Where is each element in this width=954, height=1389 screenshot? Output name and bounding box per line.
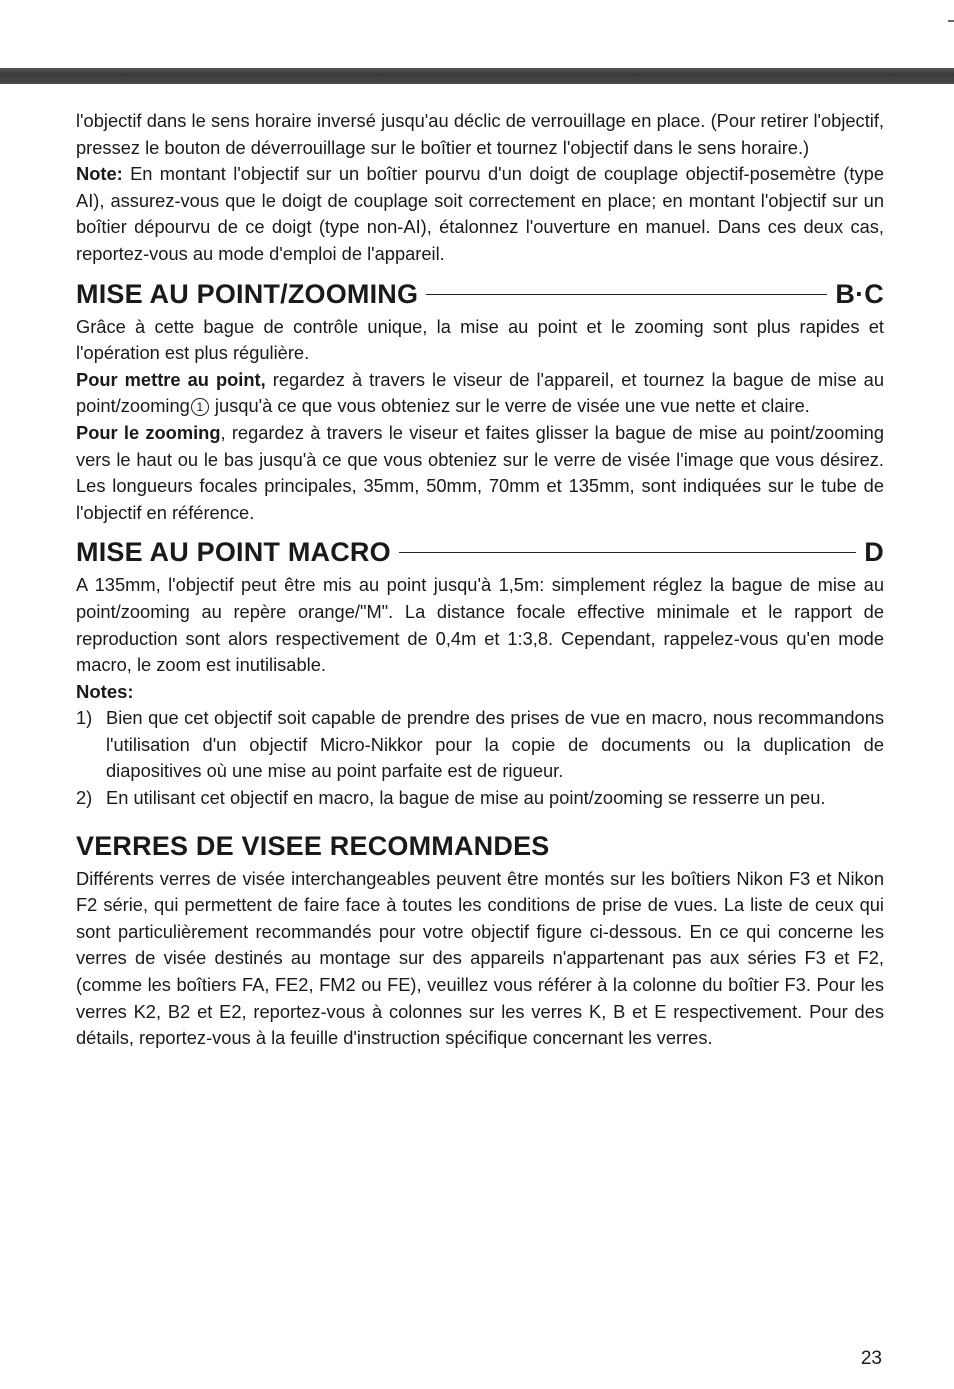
heading-rule xyxy=(426,294,827,295)
focus-text: regardez à travers le viseur de l'appareil, et tournez la bague de mise au point/zooming xyxy=(76,368,884,417)
list-number: 2) xyxy=(76,787,93,809)
section-tag: B·C xyxy=(835,278,884,309)
intro-note xyxy=(76,161,884,267)
note-text: En montant l'objectif sur un boîtier pourvu d'un doigt de couplage objectif-posemètre (type AI), assurez-vous que le doigt de couplage soit correctement en place; en montant l'objectif sur un boîtier dépourvu de ce doigt (type non-AI), étalonnez l'ouverture en manuel. Dans ces deux cas, reportez-vous au mode d'emploi de l'appareil. xyxy=(76,163,884,264)
section-tag: D xyxy=(864,537,884,568)
list-item xyxy=(76,785,884,812)
focus-label: Pour mettre au point, xyxy=(76,368,266,390)
macro-paragraph: A 135mm, l'objectif peut être mis au point jusqu'à 1,5m: simplement réglez la bague de mise au point/zooming au repère orange/"M". La distance focale effective minimale et le rapport de reproduction sont alors respectivement de 0,4m et 1:3,8. Cependant, rappelez-vous qu'en mode macro, le zoom est inutilisable. xyxy=(76,574,884,676)
corner-mark xyxy=(948,20,954,22)
intro-paragraph: l'objectif dans le sens horaire inversé jusqu'au déclic de verrouillage en place. (Pour retirer l'objectif, pressez le bouton de déverrouillage sur le boîtier et tournez l'objectif dans le sens horaire.) xyxy=(76,110,884,158)
list-item xyxy=(76,705,884,785)
notes-title: Notes: xyxy=(76,680,134,702)
heading-rule xyxy=(399,552,856,553)
list-text: Bien que cet objectif soit capable de prendre des prises de vue en macro, nous recommandons l'utilisation d'un objectif Micro-Nikkor pour la copie de documents ou la duplication de diapositives où une mise au point parfaite est de rigueur. xyxy=(106,707,884,782)
focus-zoom-intro: Grâce à cette bague de contrôle unique, la mise au point et le zooming sont plus rapides et l'opération est plus régulière. xyxy=(76,315,884,364)
notes-list xyxy=(76,705,884,811)
section-heading-focus-zoom xyxy=(76,276,884,312)
page-content xyxy=(76,108,884,1052)
section-heading-macro xyxy=(76,534,884,570)
section-heading-screens xyxy=(76,828,884,864)
list-text: En utilisant cet objectif en macro, la bague de mise au point/zooming se resserre un peu. xyxy=(106,787,826,809)
callout-marker: 1 xyxy=(191,398,209,416)
list-number: 1) xyxy=(76,707,93,729)
section-title: MISE AU POINT MACRO xyxy=(76,537,391,568)
focus-text-continued: jusqu'à ce que vous obteniez sur le verre de visée une vue nette et claire. xyxy=(209,395,810,417)
section-title: MISE AU POINT/ZOOMING xyxy=(76,278,419,309)
screens-paragraph: Différents verres de visée interchangeables peuvent être montés sur les boîtiers Nikon F3 et Nikon F2 série, qui permettent de faire face à toutes les conditions de prise de vues. La liste de ceux qui sont particulièrement recommandés pour votre objectif figure ci-dessous. En ce qui concerne les verres de visée destinés au montage sur des appareils n'appartenant pas aux séries F3 et F2, (comme les boîtiers FA, FE2, FM2 ou FE), veuillez vous référer à la colonne du boîtier F3. Pour les verres K2, B2 et E2, reportez-vous à colonnes sur les verres K, B et E respectivement. Pour des détails, reportez-vous à la feuille d'instruction spécifique concernant les verres. xyxy=(76,867,884,1049)
note-label: Note: xyxy=(76,163,123,185)
zoom-label: Pour le zooming xyxy=(76,421,221,443)
focus-instructions xyxy=(76,367,884,420)
section-title: VERRES DE VISEE RECOMMANDES xyxy=(76,830,550,861)
zoom-text: , regardez à travers le viseur et faites glisser la bague de mise au point/zooming vers le haut ou le bas jusqu'à ce que vous obteniez sur le verre de visée l'image que vous désirez. Les longueurs focales principales, 35mm, 50mm, 70mm et 135mm, sont indiquées sur le tube de l'objectif en référence. xyxy=(76,421,884,523)
page-number: 23 xyxy=(860,1348,882,1369)
top-border-bar xyxy=(0,68,954,84)
zoom-instructions xyxy=(76,420,884,526)
